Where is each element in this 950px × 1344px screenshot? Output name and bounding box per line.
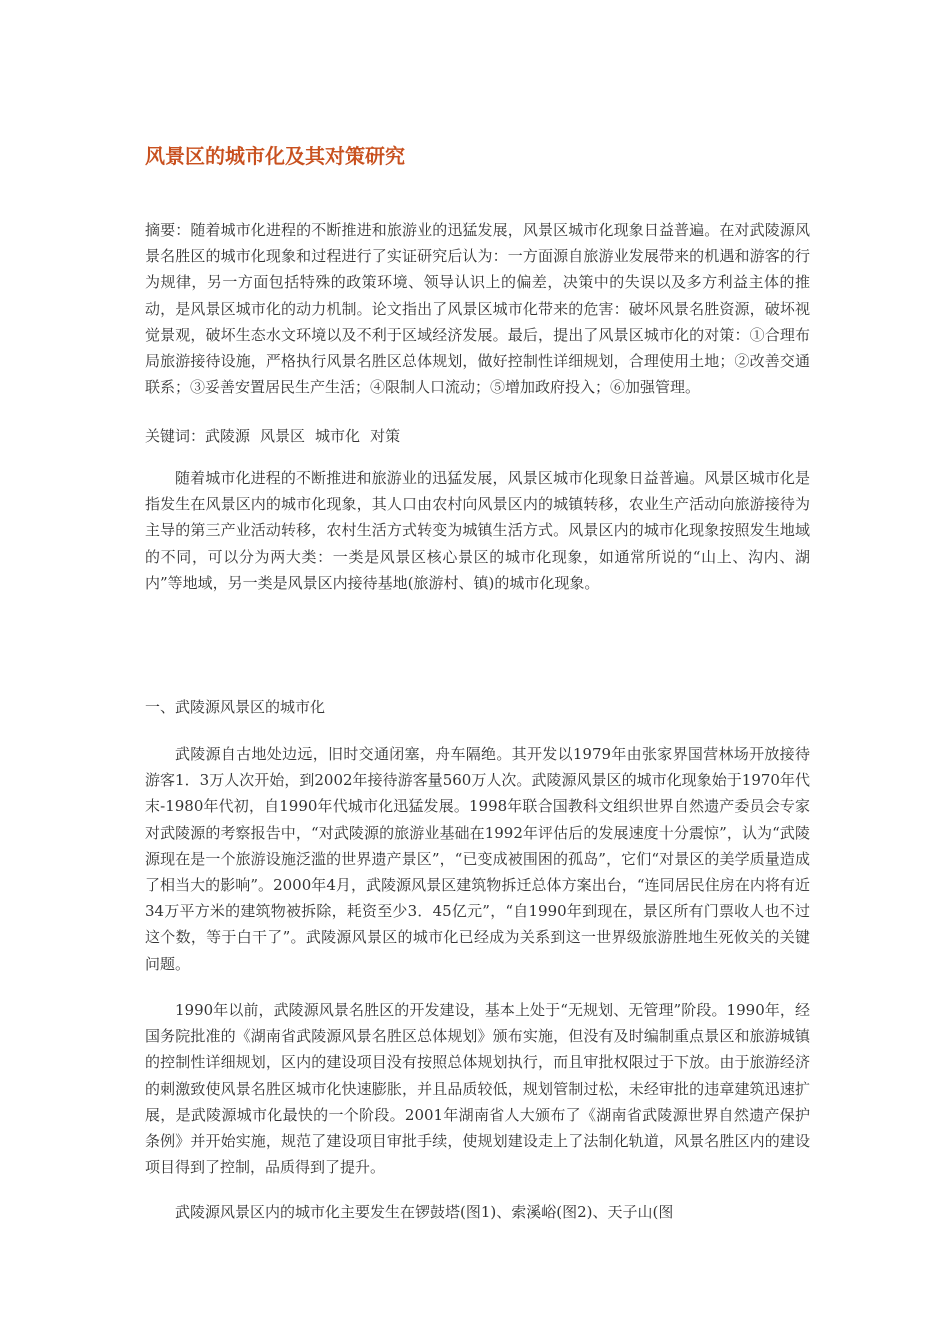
keyword: 风景区 [260, 427, 306, 445]
keyword: 对策 [370, 427, 401, 445]
keyword: 城市化 [315, 427, 361, 445]
document-title: 风景区的城市化及其对策研究 [145, 144, 405, 168]
keywords-label: 关键词： [145, 427, 206, 445]
body-paragraph: 武陵源自古地处边远，旧时交通闭塞，舟车隔绝。其开发以1979年由张家界国营林场开放接待游客1．3万人次开始，到2002年接待游客量560万人次。武陵源风景区的城市化现象始于1970年代末-1980年代初，自1990年代城市化迅猛发展。1998年联合国教科文组织世界自然遗产委员会专家对武陵源的考察报告中，“对武陵源的旅游业基础在1992年评估后的发展速度十分震惊”，认为“武陵源现在是一个旅游设施泛滥的世界遗产景区”，“已变成被围困的孤岛”，它们“对景区的美学质量造成了相当大的影响”。2000年4月，武陵源风景区建筑物拆迁总体方案出台，“连同居民住房在内将有近34万平方米的建筑物被拆除，耗资至少3．45亿元”，“自1990年到现在，景区所有门票收人也不过这个数，等于白干了”。武陵源风景区的城市化已经成为关系到这一世界级旅游胜地生死攸关的关键问题。 [145, 745, 810, 973]
body-paragraph: 武陵源风景区内的城市化主要发生在锣鼓塔(图1)、索溪峪(图2)、天子山(图 [175, 1203, 674, 1221]
intro-paragraph: 随着城市化进程的不断推进和旅游业的迅猛发展，风景区城市化现象日益普遍。风景区城市化是指发生在风景区内的城市化现象，其人口由农村向风景区内的城镇转移，农业生产活动向旅游接待为主导的第三产业活动转移，农村生活方式转变为城镇生活方式。风景区内的城市化现象按照发生地域的不同，可以分为两大类：一类是风景区核心景区的城市化现象，如通常所说的“山上、沟内、湖内”等地域，另一类是风景区内接待基地(旅游村、镇)的城市化现象。 [145, 469, 810, 592]
keywords-line [145, 423, 810, 449]
section-heading: 一、武陵源风景区的城市化 [145, 698, 326, 716]
keyword: 武陵源 [205, 427, 251, 445]
body-paragraph: 1990年以前，武陵源风景名胜区的开发建设，基本上处于“无规划、无管理”阶段。1990年，经国务院批准的《湖南省武陵源风景名胜区总体规划》颁布实施，但没有及时编制重点景区和旅游城镇的控制性详细规划，区内的建设项目没有按照总体规划执行，而且审批权限过于下放。由于旅游经济的刺激致使风景名胜区城市化快速膨胀，并且品质较低，规划管制过松，未经审批的违章建筑迅速扩展，是武陵源城市化最快的一个阶段。2001年湖南省人大颁布了《湖南省武陵源世界自然遗产保护条例》并开始实施，规范了建设项目审批手续，使规划建设走上了法制化轨道，风景名胜区内的建设项目得到了控制，品质得到了提升。 [145, 1001, 810, 1177]
abstract-paragraph: 摘要：随着城市化进程的不断推进和旅游业的迅猛发展，风景区城市化现象日益普遍。在对武陵源风景名胜区的城市化现象和过程进行了实证研究后认为：一方面源自旅游业发展带来的机遇和游客的行为规律，另一方面包括特殊的政策环境、领导认识上的偏差，决策中的失误以及多方利益主体的推动，是风景区城市化的动力机制。论文指出了风景区城市化带来的危害：破坏风景名胜资源，破坏视觉景观，破坏生态水文环境以及不利于区域经济发展。最后，提出了风景区城市化的对策：①合理布局旅游接待设施，严格执行风景名胜区总体规划，做好控制性详细规划，合理使用土地；②改善交通联系；③妥善安置居民生产生活；④限制人口流动；⑤增加政府投入；⑥加强管理。 [145, 221, 810, 397]
